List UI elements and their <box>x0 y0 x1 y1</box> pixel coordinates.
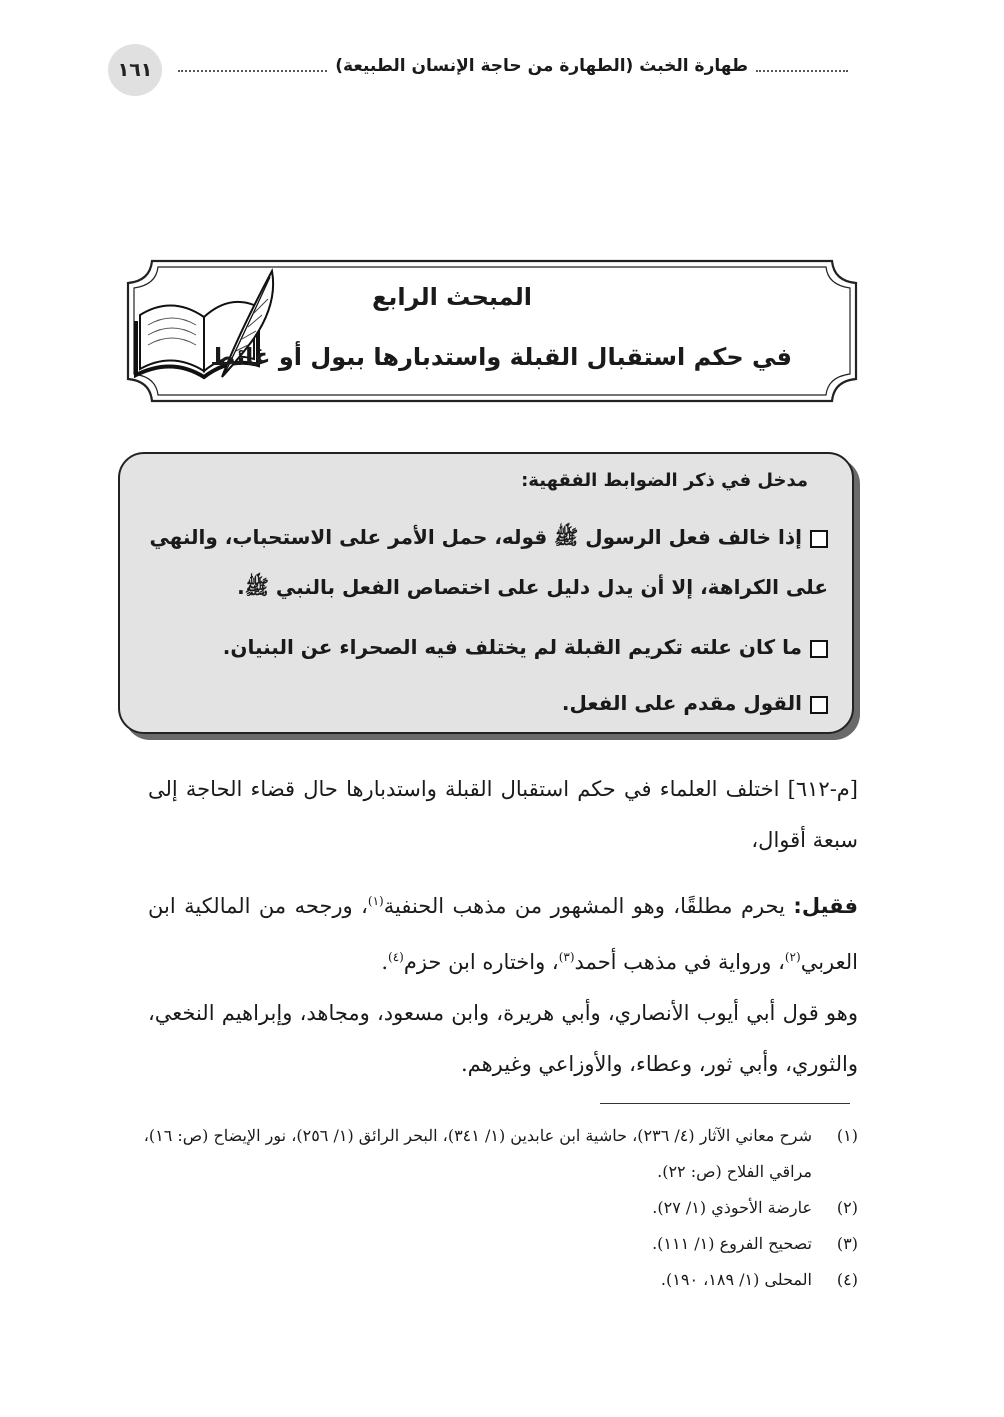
footnote-ref-4[interactable]: (٤) <box>388 950 404 964</box>
footnote-separator <box>600 1103 850 1104</box>
section-title-frame <box>112 255 872 407</box>
rule-item-2 <box>138 622 828 672</box>
footnote-ref-2[interactable]: (٢) <box>784 950 801 964</box>
paragraph-1: [م-٦١٢] اختلف العلماء في حكم استقبال القبلة واستدبارها حال قضاء الحاجة إلى سبعة أقوال، <box>148 777 858 852</box>
checkbox-square-icon <box>810 530 828 548</box>
footnote-2 <box>118 1190 858 1226</box>
paragraph-2-text-e: . <box>381 950 388 974</box>
section-subtitle: في حكم استقبال القبلة واستدبارها ببول أو غائط <box>210 343 792 371</box>
paragraph-2 <box>148 876 858 988</box>
checkbox-square-icon <box>810 696 828 714</box>
footnote-number: (٣) <box>836 1234 858 1253</box>
checkbox-square-icon <box>810 640 828 658</box>
paragraph-2-lead: فقيل: <box>793 894 859 918</box>
footnote-3 <box>118 1226 858 1262</box>
paragraph-2-text-a: يحرم مطلقًا، وهو المشهور من مذهب الحنفية <box>383 894 785 918</box>
paragraph-2-text-c: ، ورواية في مذهب أحمد <box>574 950 785 974</box>
page-header <box>108 44 848 96</box>
footnote-number: (٤) <box>836 1270 858 1289</box>
footnote-text: شرح معاني الآثار (٤/ ٢٣٦)، حاشية ابن عابدين (١/ ٣٤١)، البحر الرائق (١/ ٢٥٦)، نور الإيضاح (ص: ١٦)، مراقي الفلاح (ص: ٢٢). <box>143 1126 812 1181</box>
footnote-1 <box>118 1118 858 1190</box>
footnote-ref-1[interactable]: (١) <box>367 894 384 908</box>
footnote-text: المحلى (١/ ١٨٩، ١٩٠). <box>660 1270 812 1289</box>
paragraph-2-text-d: ، واختاره ابن حزم <box>403 950 559 974</box>
running-title: طهارة الخبث (الطهارة من حاجة الإنسان الطبيعة) <box>335 56 748 76</box>
footnote-text: عارضة الأحوذي (١/ ٢٧). <box>652 1198 812 1217</box>
paragraph-3: وهو قول أبي أيوب الأنصاري، وأبي هريرة، وابن مسعود، ومجاهد، وإبراهيم النخعي، والثوري، وأبي ثور، وعطاء، والأوزاعي وغيرهم. <box>148 1001 858 1076</box>
section-title: المبحث الرابع <box>372 283 532 311</box>
footnote-number: (٢) <box>836 1198 858 1217</box>
running-title-line <box>178 56 848 76</box>
rules-heading: مدخل في ذكر الضوابط الفقهية: <box>521 470 808 491</box>
rule-item-1 <box>138 512 828 612</box>
footnotes <box>118 1118 858 1298</box>
footnote-text: تصحيح الفروع (١/ ١١١). <box>652 1234 812 1253</box>
leader-dots-left <box>178 60 327 72</box>
rule-item-3 <box>138 678 828 728</box>
leader-dots-right <box>756 60 848 72</box>
footnote-number: (١) <box>836 1126 858 1145</box>
fiqh-rules-box <box>118 452 854 734</box>
page-number: ١٦١ <box>108 44 162 96</box>
footnote-4 <box>118 1262 858 1298</box>
rule-text-3: القول مقدم على الفعل. <box>561 691 802 715</box>
paragraph-2-text-b: ، ورجحه من المالكية ابن العربي <box>148 894 858 974</box>
rule-text-1: إذا خالف فعل الرسول ﷺ قوله، حمل الأمر على الاستحباب، والنهي على الكراهة، إلا أن يدل دليل على اختصاص الفعل بالنبي ﷺ. <box>149 525 828 599</box>
rule-text-2: ما كان علته تكريم القبلة لم يختلف فيه الصحراء عن البنيان. <box>222 635 802 659</box>
footnote-ref-3[interactable]: (٣) <box>558 950 575 964</box>
